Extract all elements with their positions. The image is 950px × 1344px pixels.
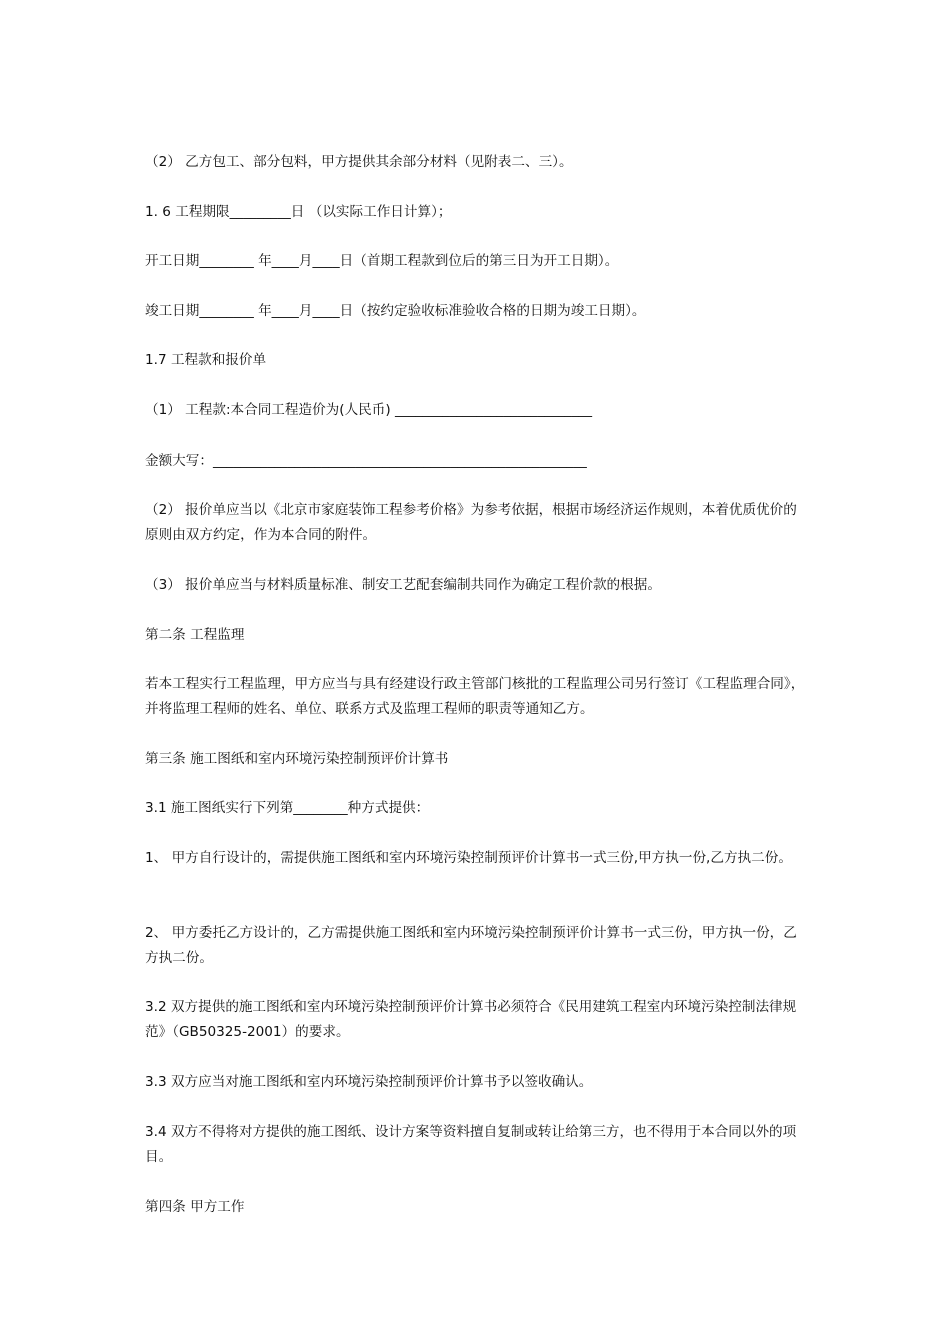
paragraph: 竣工日期________ 年____月____日（按约定验收标准验收合格的日期为竣工日期）。 xyxy=(145,303,646,319)
section-heading: 1.7 工程款和报价单 xyxy=(145,352,267,368)
paragraph: 金额大写：_______________________________________________________ xyxy=(145,453,587,469)
paragraph: 2、 甲方委托乙方设计的，乙方需提供施工图纸和室内环境污染控制预评价计算书一式三份，甲方执一份，乙方执二份。 xyxy=(145,925,797,966)
paragraph: 3.2 双方提供的施工图纸和室内环境污染控制预评价计算书必须符合《民用建筑工程室内环境污染控制法律规范》（GB50325-2001）的要求。 xyxy=(145,999,797,1040)
paragraph: 1. 6 工程期限_________日 （以实际工作日计算）； xyxy=(145,204,452,220)
article-heading: 第三条 施工图纸和室内环境污染控制预评价计算书 xyxy=(145,751,449,767)
paragraph: 开工日期________ 年____月____日（首期工程款到位后的第三日为开工日期）。 xyxy=(145,253,619,269)
paragraph: 1、 甲方自行设计的，需提供施工图纸和室内环境污染控制预评价计算书一式三份,甲方执一份,乙方执二份。 xyxy=(145,850,792,866)
paragraph: （3） 报价单应当与材料质量标准、制安工艺配套编制共同作为确定工程价款的根据。 xyxy=(145,577,661,593)
paragraph: （2） 报价单应当以《北京市家庭装饰工程参考价格》为参考依据，根据市场经济运作规则，本着优质优价的原则由双方约定，作为本合同的附件。 xyxy=(145,502,797,543)
article-heading: 第二条 工程监理 xyxy=(145,627,245,643)
paragraph: 若本工程实行工程监理，甲方应当与具有经建设行政主管部门核批的工程监理公司另行签订《工程监理合同》，并将监理工程师的姓名、单位、联系方式及监理工程师的职责等通知乙方。 xyxy=(145,676,805,717)
paragraph: 3.1 施工图纸实行下列第________种方式提供： xyxy=(145,800,430,816)
paragraph: 3.4 双方不得将对方提供的施工图纸、设计方案等资料擅自复制或转让给第三方，也不得用于本合同以外的项目。 xyxy=(145,1124,797,1165)
paragraph: 3.3 双方应当对施工图纸和室内环境污染控制预评价计算书予以签收确认。 xyxy=(145,1074,593,1090)
article-heading: 第四条 甲方工作 xyxy=(145,1199,245,1215)
paragraph: （2） 乙方包工、部分包料，甲方提供其余部分材料（见附表二、三）。 xyxy=(145,154,573,170)
paragraph: （1） 工程款:本合同工程造价为(人民币) _____________________________ xyxy=(145,402,593,418)
